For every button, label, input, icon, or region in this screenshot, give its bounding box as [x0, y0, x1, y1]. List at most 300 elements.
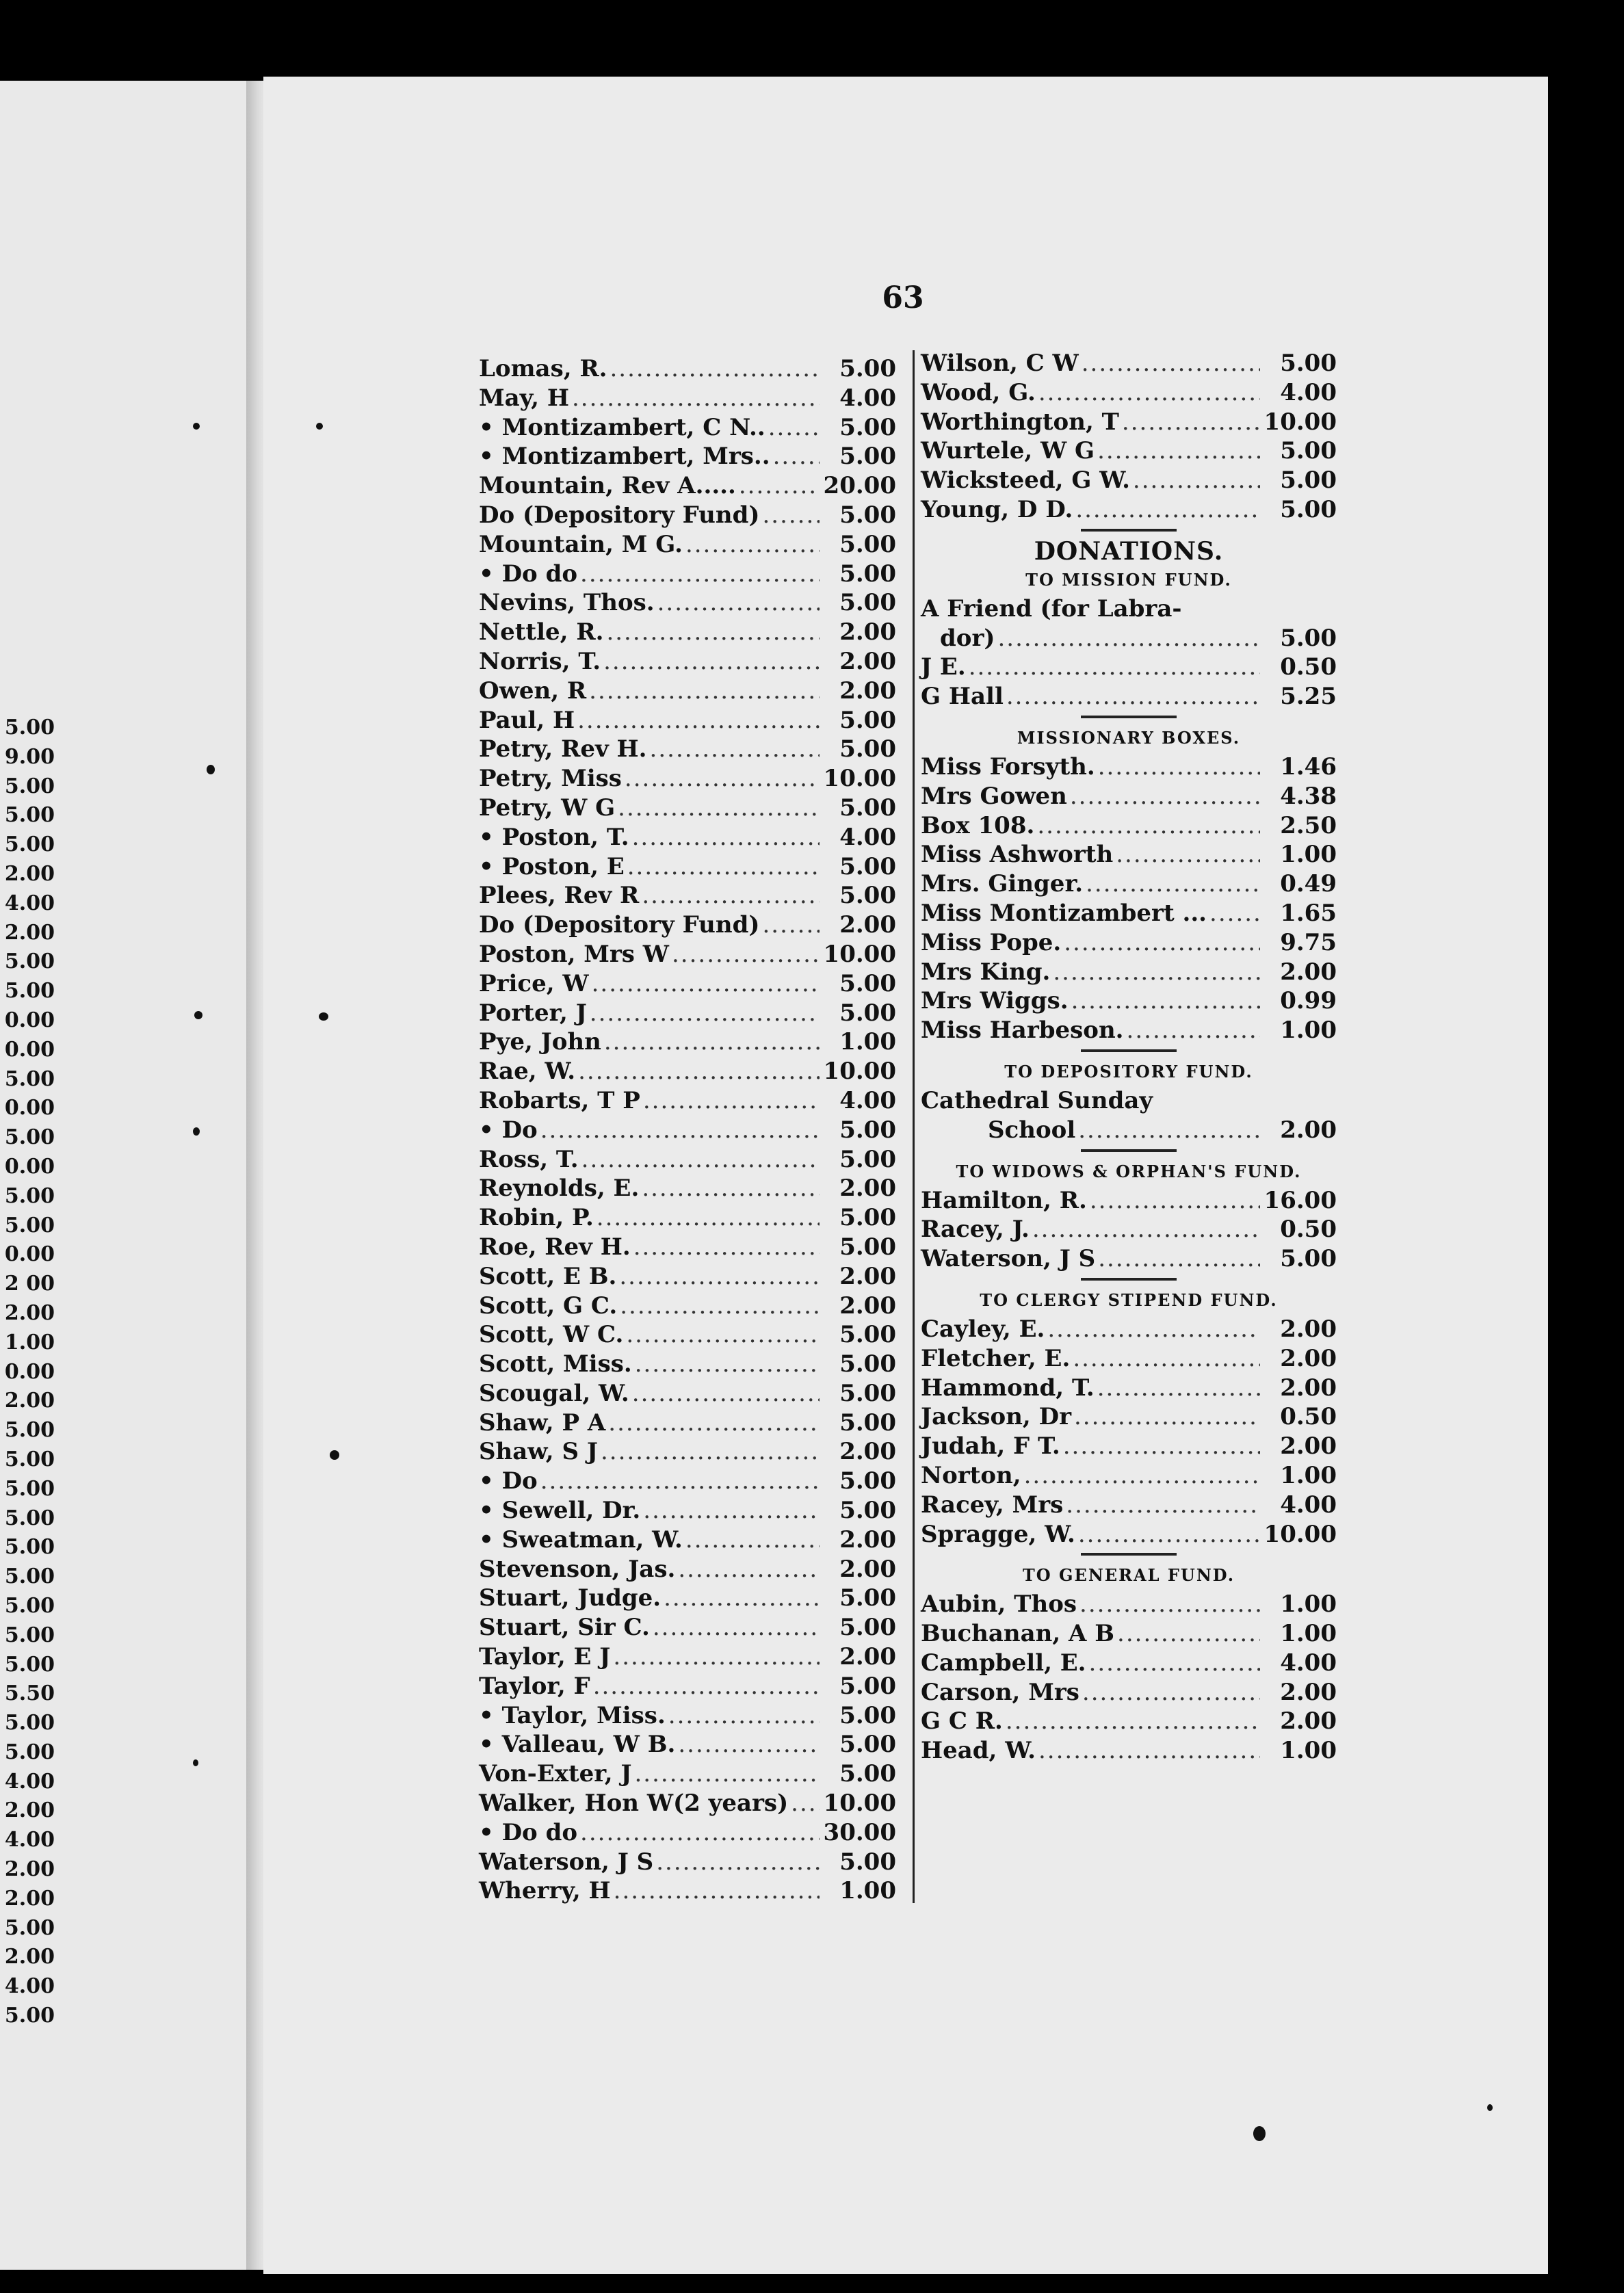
facing-page-amount: 5.00 — [4, 1652, 55, 1677]
donor-name: dor) — [940, 624, 995, 652]
facing-page-amount: 0.00 — [4, 1359, 55, 1384]
list-item — [921, 1374, 1337, 1403]
donor-name: Buchanan, A B — [921, 1620, 1115, 1648]
facing-page-amount: 5.00 — [4, 1183, 55, 1208]
list-item — [479, 969, 896, 999]
donation-amount: 9.75 — [1280, 928, 1337, 956]
ink-spot — [319, 1012, 328, 1021]
list-item — [921, 928, 1337, 958]
general-fund-list — [921, 1590, 1337, 1766]
ink-spot — [330, 1450, 339, 1460]
donor-name: Robarts, T P — [479, 1086, 640, 1114]
donation-amount: 5.00 — [1280, 467, 1337, 495]
ink-spot — [193, 1759, 198, 1766]
donation-amount: 0.49 — [1280, 870, 1337, 898]
donation-amount: 5.00 — [839, 1350, 896, 1378]
list-item — [479, 354, 896, 384]
donor-name: Rae, W. — [479, 1058, 576, 1086]
donor-name: Stuart, Judge. — [479, 1584, 662, 1612]
list-item — [921, 1520, 1337, 1549]
donation-amount: 2.00 — [839, 618, 896, 646]
ink-spot — [194, 1011, 202, 1019]
list-item — [921, 869, 1337, 899]
donor-name: Reynolds, E. — [479, 1175, 640, 1203]
donor-name: • Valleau, W B. — [479, 1731, 676, 1759]
mission-fund-list — [921, 653, 1337, 711]
donation-amount: 5.00 — [839, 413, 896, 441]
donation-amount: 5.00 — [839, 1848, 896, 1876]
list-item — [479, 764, 896, 794]
list-item — [921, 594, 1337, 624]
subscriber-list-continued — [921, 349, 1337, 525]
section-rule — [1081, 1149, 1177, 1152]
facing-page-amount: 4.00 — [4, 1769, 55, 1794]
list-item — [921, 408, 1337, 437]
ink-spot — [193, 1127, 200, 1136]
donation-amount: 2.00 — [1280, 1344, 1337, 1372]
donation-amount: 2.00 — [839, 1262, 896, 1290]
ink-spot — [316, 423, 323, 430]
donor-name: Aubin, Thos — [921, 1590, 1077, 1619]
donation-amount: 16.00 — [1263, 1186, 1337, 1214]
donation-amount: 1.46 — [1280, 752, 1337, 781]
list-item — [479, 1759, 896, 1789]
facing-page-amount: 4.00 — [4, 1974, 55, 1999]
donation-amount: 10.00 — [823, 940, 896, 968]
donor-name: • Do do — [479, 1818, 578, 1846]
list-item — [479, 1642, 896, 1672]
missionary-boxes-list — [921, 752, 1337, 1045]
list-item — [921, 1491, 1337, 1520]
list-item — [479, 1086, 896, 1116]
list-item — [479, 677, 896, 706]
facing-page-amount: 0.00 — [4, 1242, 55, 1267]
donor-name: Mrs Wiggs. — [921, 987, 1069, 1015]
donor-name: Wherry, H — [479, 1877, 611, 1905]
subscriber-list-left — [479, 354, 896, 1906]
donation-amount: 1.00 — [839, 1028, 896, 1056]
donation-amount: 1.00 — [1280, 1590, 1337, 1619]
donation-amount: 5.00 — [839, 1321, 896, 1349]
list-item — [479, 1555, 896, 1584]
list-item — [921, 1215, 1337, 1244]
donor-name: Wood, G. — [921, 378, 1036, 406]
facing-page-amount: 5.00 — [4, 1593, 55, 1618]
donation-amount: 5.00 — [1280, 437, 1337, 465]
widows-fund-heading: TO WIDOWS & ORPHAN'S FUND. — [956, 1161, 1302, 1181]
donation-amount: 5.00 — [839, 1204, 896, 1232]
donor-name: • Do do — [479, 560, 578, 588]
donation-amount: 5.00 — [839, 794, 896, 822]
list-item — [921, 1016, 1337, 1045]
facing-page-amount: 2.00 — [4, 920, 55, 945]
donation-amount: 2.00 — [1280, 1315, 1337, 1343]
donation-amount: 4.00 — [1280, 1649, 1337, 1677]
donation-amount: 1.65 — [1280, 899, 1337, 927]
facing-page-amount: 5.00 — [4, 833, 55, 857]
mission-fund-heading: TO MISSION FUND. — [1025, 569, 1232, 590]
donation-amount: 5.00 — [839, 706, 896, 734]
list-item — [921, 1590, 1337, 1619]
donor-name: Ross, T. — [479, 1145, 579, 1173]
facing-page-amount: 1.00 — [4, 1330, 55, 1354]
donor-name: • Do — [479, 1467, 538, 1495]
donor-name: Robin, P. — [479, 1204, 594, 1232]
donor-name: G Hall — [921, 683, 1004, 711]
list-item — [479, 1613, 896, 1642]
subscriber-list-right — [921, 349, 1337, 1766]
list-item — [479, 618, 896, 647]
donation-amount: 5.00 — [839, 530, 896, 558]
donation-amount: 4.00 — [1280, 1491, 1337, 1519]
list-item — [479, 706, 896, 735]
facing-page-amount: 4.00 — [4, 891, 55, 915]
list-item — [479, 1876, 896, 1906]
facing-page-amount: 0.00 — [4, 1154, 55, 1179]
donation-amount: 5.00 — [839, 1584, 896, 1612]
donor-name: Spragge, W. — [921, 1520, 1075, 1548]
donation-amount: 10.00 — [1263, 1520, 1337, 1548]
donor-name: Do (Depository Fund) — [479, 501, 760, 529]
donor-name: Scott, E B. — [479, 1262, 617, 1290]
donation-amount: 10.00 — [823, 1790, 896, 1818]
donor-name: Porter, J — [479, 999, 587, 1027]
facing-page-amount: 2.00 — [4, 1857, 55, 1882]
facing-page-amounts — [0, 713, 55, 2031]
donation-amount: 2.00 — [839, 1555, 896, 1583]
donation-amount: 5.00 — [1280, 1245, 1337, 1273]
facing-page-amount: 5.00 — [4, 1213, 55, 1237]
facing-page-amount: 0.00 — [4, 1037, 55, 1062]
donation-amount: 5.00 — [839, 589, 896, 617]
donation-amount: 0.99 — [1280, 987, 1337, 1015]
list-item — [479, 1525, 896, 1555]
list-item — [921, 1736, 1337, 1766]
facing-page-amount: 5.00 — [4, 1623, 55, 1647]
section-rule — [1081, 1049, 1177, 1052]
facing-page-amount: 5.00 — [4, 979, 55, 1004]
donation-amount: 5.00 — [839, 1731, 896, 1759]
facing-page-amount: 0.00 — [4, 1008, 55, 1032]
donor-name: Waterson, J S — [921, 1245, 1096, 1273]
donor-name: Head, W. — [921, 1737, 1036, 1765]
donation-amount: 5.00 — [839, 1760, 896, 1788]
donation-amount: 5.00 — [1280, 495, 1337, 523]
section-rule — [1081, 716, 1177, 718]
donor-name: Mrs. Ginger. — [921, 870, 1084, 898]
facing-page-amount: 5.00 — [4, 716, 55, 739]
donation-amount: 1.00 — [1280, 1620, 1337, 1648]
donor-name: • Taylor, Miss. — [479, 1701, 666, 1729]
donor-name: Taylor, E J — [479, 1643, 611, 1671]
list-item — [479, 1320, 896, 1350]
donor-name: Shaw, P A — [479, 1408, 606, 1437]
facing-page-amount: 5.00 — [4, 1418, 55, 1443]
facing-page-amount: 5.00 — [4, 803, 55, 828]
general-fund-heading: TO GENERAL FUND. — [1022, 1565, 1235, 1586]
section-rule — [1081, 1553, 1177, 1556]
donor-name: Judah, F T. — [921, 1432, 1060, 1460]
list-item — [921, 1244, 1337, 1274]
donor-name: • Montizambert, C N.. — [479, 413, 765, 441]
donation-amount: 5.00 — [839, 852, 896, 880]
donation-amount: 2.00 — [839, 677, 896, 705]
list-item — [479, 735, 896, 764]
donor-name: G C R. — [921, 1707, 1003, 1735]
donation-amount: 5.00 — [839, 1116, 896, 1144]
list-item — [921, 653, 1337, 682]
donation-amount: 4.00 — [1280, 378, 1337, 406]
facing-page-amount: 5.00 — [4, 1125, 55, 1150]
list-item — [921, 466, 1337, 495]
list-item — [921, 782, 1337, 811]
donation-amount: 5.00 — [839, 1701, 896, 1729]
donation-amount: 4.00 — [839, 823, 896, 851]
donor-name: Shaw, S J — [479, 1438, 598, 1466]
missionary-boxes-heading: MISSIONARY BOXES. — [1017, 727, 1241, 748]
donor-name: • Sweatman, W. — [479, 1525, 683, 1554]
ink-spot — [1487, 2104, 1493, 2111]
list-item — [479, 1730, 896, 1759]
facing-page-amount: 5.00 — [4, 1740, 55, 1764]
donor-name: Racey, J. — [921, 1216, 1030, 1244]
donor-name: • Sewell, Dr. — [479, 1497, 641, 1525]
donation-amount: 5.00 — [839, 560, 896, 588]
donor-name: J E. — [921, 653, 966, 681]
list-item — [921, 436, 1337, 466]
donor-name: Wurtele, W G — [921, 437, 1095, 465]
donation-amount: 2.00 — [839, 1175, 896, 1203]
donor-name: Do (Depository Fund) — [479, 911, 760, 939]
list-item — [921, 1432, 1337, 1461]
donation-amount: 2.00 — [1280, 1707, 1337, 1735]
list-item — [921, 840, 1337, 869]
donor-name: Waterson, J S — [479, 1848, 654, 1876]
list-item — [479, 413, 896, 443]
list-item — [479, 881, 896, 910]
donor-name: Carson, Mrs — [921, 1678, 1079, 1706]
facing-page-amount: 5.00 — [4, 1535, 55, 1560]
donation-amount: 2.00 — [1280, 1374, 1337, 1402]
donation-amount: 5.00 — [839, 355, 896, 382]
donor-name: Petry, W G — [479, 794, 616, 822]
donor-name: Nevins, Thos. — [479, 589, 655, 617]
donor-name: Miss Ashworth — [921, 841, 1114, 869]
list-item — [479, 1437, 896, 1467]
section-rule — [1081, 529, 1177, 532]
donor-name: Taylor, F — [479, 1672, 590, 1700]
donation-amount: 1.00 — [1280, 1461, 1337, 1489]
donation-amount: 2.00 — [1280, 958, 1337, 986]
list-item — [921, 1461, 1337, 1491]
donation-amount: 4.00 — [839, 1086, 896, 1114]
donation-amount: 0.50 — [1280, 1216, 1337, 1244]
donor-name: Petry, Miss — [479, 765, 622, 793]
donor-name: Price, W — [479, 969, 589, 997]
donor-name: Mountain, M G. — [479, 530, 683, 558]
donation-amount: 5.00 — [1280, 624, 1337, 652]
donor-name: Young, D D. — [921, 495, 1073, 523]
donor-name: Miss Pope. — [921, 928, 1062, 956]
facing-page-amount: 4.00 — [4, 1828, 55, 1852]
list-item — [479, 1057, 896, 1086]
list-item — [479, 1145, 896, 1175]
donor-name: Scott, W C. — [479, 1321, 624, 1349]
donor-name: Miss Forsyth. — [921, 752, 1095, 781]
donor-name: Campbell, E. — [921, 1649, 1086, 1677]
list-item — [479, 940, 896, 969]
list-item — [479, 1467, 896, 1496]
donation-amount: 5.00 — [839, 735, 896, 763]
donor-name: May, H — [479, 384, 569, 412]
donation-amount: 5.00 — [839, 1467, 896, 1495]
donor-name: Norton, — [921, 1461, 1021, 1489]
donation-amount: 30.00 — [823, 1818, 896, 1846]
list-item — [479, 647, 896, 677]
donation-amount: 5.00 — [839, 1408, 896, 1437]
list-item — [921, 1116, 1337, 1145]
list-item — [479, 1203, 896, 1233]
list-item — [479, 1848, 896, 1877]
list-item — [479, 1350, 896, 1379]
list-item — [479, 588, 896, 618]
list-item — [921, 682, 1337, 711]
facing-page-amount: 5.00 — [4, 1711, 55, 1735]
donor-name: Scott, Miss. — [479, 1350, 632, 1378]
list-item — [479, 501, 896, 530]
page-63 — [263, 77, 1548, 2274]
list-item — [921, 811, 1337, 841]
list-item — [921, 1186, 1337, 1216]
list-item — [921, 1678, 1337, 1707]
list-item — [479, 1818, 896, 1848]
ink-spot — [207, 765, 215, 774]
donor-name: • Poston, T. — [479, 823, 629, 851]
donor-name: Petry, Rev H. — [479, 735, 647, 763]
donor-name: Wicksteed, G W. — [921, 467, 1130, 495]
donation-amount: 4.00 — [839, 384, 896, 412]
list-item — [479, 852, 896, 882]
donation-amount: 1.00 — [839, 1877, 896, 1905]
list-item — [479, 1701, 896, 1731]
donor-name: Owen, R — [479, 677, 587, 705]
list-item — [479, 999, 896, 1028]
donation-amount: 10.00 — [1263, 408, 1337, 436]
donations-title: DONATIONS. — [1034, 536, 1224, 566]
donor-name: Scott, G C. — [479, 1292, 618, 1320]
facing-page-amount: 5.00 — [4, 1476, 55, 1501]
donation-amount: 2.00 — [1280, 1432, 1337, 1460]
donation-amount: 0.50 — [1280, 653, 1337, 681]
donor-name: Walker, Hon W(2 years) — [479, 1790, 789, 1818]
facing-page-amount: 5.00 — [4, 1506, 55, 1530]
clergy-fund-list — [921, 1315, 1337, 1549]
donor-name: Scougal, W. — [479, 1379, 629, 1407]
facing-page-amount: 9.00 — [4, 744, 55, 769]
facing-page-amount: 2.00 — [4, 1389, 55, 1413]
list-item — [921, 1619, 1337, 1649]
list-item — [479, 471, 896, 501]
facing-page-amount: 2.00 — [4, 1945, 55, 1969]
ink-spot — [1253, 2126, 1266, 2141]
donor-name: Hamilton, R. — [921, 1186, 1087, 1214]
donor-name: Norris, T. — [479, 647, 601, 675]
list-item — [921, 349, 1337, 378]
list-item — [921, 1649, 1337, 1678]
donation-amount: 5.00 — [839, 443, 896, 471]
donor-name: Roe, Rev H. — [479, 1233, 631, 1261]
list-item — [479, 1233, 896, 1262]
donor-name: Von-Exter, J — [479, 1760, 632, 1788]
list-item — [479, 1379, 896, 1408]
list-item — [479, 530, 896, 560]
donor-name: Nettle, R. — [479, 618, 604, 646]
list-item — [479, 1496, 896, 1525]
donation-amount: 2.00 — [839, 647, 896, 675]
donor-name: Fletcher, E. — [921, 1344, 1071, 1372]
donor-name: Jackson, Dr — [921, 1403, 1071, 1431]
list-item — [479, 1672, 896, 1701]
donor-name: Cayley, E. — [921, 1315, 1045, 1343]
donor-name: Stuart, Sir C. — [479, 1614, 650, 1642]
list-item — [921, 1707, 1337, 1736]
donation-amount: 5.00 — [839, 1672, 896, 1700]
donation-amount: 2.00 — [1280, 1116, 1337, 1144]
facing-page-amount: 2.00 — [4, 1886, 55, 1911]
donor-name: Paul, H — [479, 706, 575, 734]
donor-name: Mrs Gowen — [921, 782, 1067, 810]
donor-name: Poston, Mrs W — [479, 940, 669, 968]
donation-amount: 5.00 — [839, 1614, 896, 1642]
list-item — [479, 1262, 896, 1292]
donor-name: Miss Harbeson. — [921, 1017, 1124, 1045]
donor-name: Mountain, Rev A..... — [479, 472, 736, 500]
donation-amount: 10.00 — [823, 1058, 896, 1086]
widows-fund-list — [921, 1186, 1337, 1274]
facing-page-amount: 5.00 — [4, 2004, 55, 2028]
list-item — [921, 986, 1337, 1016]
donor-name: Pye, John — [479, 1028, 601, 1056]
donor-name: Lomas, R. — [479, 355, 607, 382]
donor-name: A Friend (for Labra- — [921, 594, 1182, 623]
list-item — [921, 495, 1337, 525]
donation-amount: 2.00 — [839, 1525, 896, 1554]
clergy-fund-heading: TO CLERGY STIPEND FUND. — [980, 1289, 1278, 1310]
donation-amount: 2.00 — [839, 1643, 896, 1671]
donation-amount: 1.00 — [1280, 1737, 1337, 1765]
facing-page-amount: 5.00 — [4, 949, 55, 974]
list-item — [479, 910, 896, 940]
facing-page-amount: 0.00 — [4, 1096, 55, 1121]
list-item — [921, 752, 1337, 782]
facing-page-left — [0, 81, 246, 2270]
donor-name: School — [988, 1116, 1076, 1144]
list-item — [479, 1116, 896, 1145]
list-item — [921, 624, 1337, 653]
list-item — [479, 823, 896, 852]
donation-amount: 2.00 — [839, 1438, 896, 1466]
donation-amount: 20.00 — [823, 472, 896, 500]
list-item — [479, 560, 896, 589]
donation-amount: 5.00 — [839, 1233, 896, 1261]
donor-name: Worthington, T — [921, 408, 1119, 436]
donor-name: Racey, Mrs — [921, 1491, 1064, 1519]
page-number: 63 — [882, 280, 924, 315]
list-item — [479, 1789, 896, 1818]
facing-page-amount: 2.00 — [4, 1798, 55, 1823]
donation-amount: 5.00 — [839, 969, 896, 997]
list-item — [921, 1086, 1337, 1116]
